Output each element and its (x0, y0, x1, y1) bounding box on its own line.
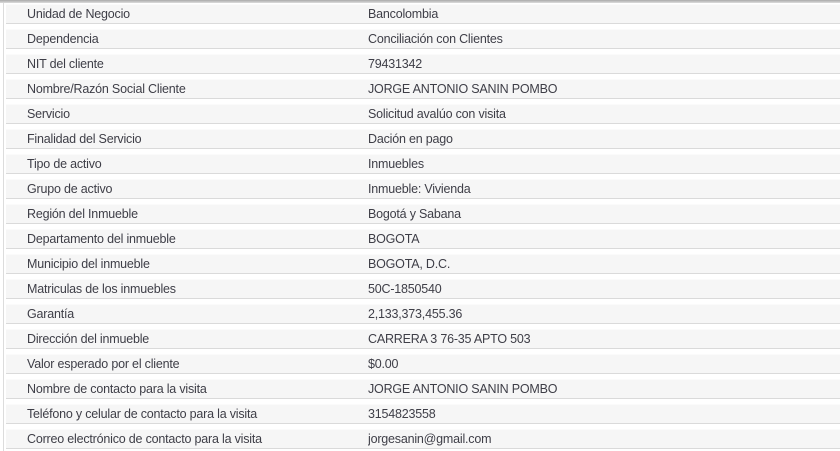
field-value: Inmuebles (368, 156, 424, 171)
field-label: Valor esperado por el cliente (27, 356, 180, 371)
field-label: Finalidad del Servicio (27, 131, 142, 146)
left-border-divider (3, 3, 4, 451)
field-label: Unidad de Negocio (27, 6, 130, 21)
field-value: Conciliación con Clientes (368, 31, 503, 46)
field-value: Solicitud avalúo con visita (368, 106, 506, 121)
top-border-divider (0, 0, 840, 3)
table-row (6, 379, 840, 399)
table-row (6, 29, 840, 49)
field-value: 50C-1850540 (368, 281, 442, 296)
table-row (6, 304, 840, 324)
field-value: Bogotá y Sabana (368, 206, 461, 221)
field-label: Municipio del inmueble (27, 256, 150, 271)
field-label: Región del Inmueble (27, 206, 138, 221)
field-label: Teléfono y celular de contacto para la visita (27, 406, 258, 421)
field-value: 79431342 (368, 56, 423, 71)
field-value: BOGOTA, D.C. (368, 256, 451, 271)
field-label: Correo electrónico de contacto para la visita (27, 431, 262, 446)
field-value: Inmueble: Vivienda (368, 181, 471, 196)
table-row (6, 54, 840, 74)
field-value: 2,133,373,455.36 (368, 306, 463, 321)
field-value: 3154823558 (368, 406, 436, 421)
field-label: Grupo de activo (27, 181, 113, 196)
request-detail-table (6, 4, 840, 451)
field-value: $0.00 (368, 356, 399, 371)
table-row (6, 404, 840, 424)
table-row (6, 279, 840, 299)
table-row (6, 429, 840, 449)
field-value: JORGE ANTONIO SANIN POMBO (368, 81, 558, 96)
table-row (6, 179, 840, 199)
field-value: jorgesanin@gmail.com (368, 431, 492, 446)
field-label: Servicio (27, 106, 70, 121)
field-label: Matriculas de los inmuebles (27, 281, 176, 296)
table-row (6, 204, 840, 224)
table-row (6, 79, 840, 99)
table-row (6, 354, 840, 374)
table-row (6, 229, 840, 249)
field-label: Departamento del inmueble (27, 231, 176, 246)
field-value: Dación en pago (368, 131, 453, 146)
table-row (6, 254, 840, 274)
field-label: Garantía (27, 306, 75, 321)
table-row (6, 104, 840, 124)
table-row (6, 129, 840, 149)
field-value: Bancolombia (368, 6, 439, 21)
field-label: Tipo de activo (27, 156, 102, 171)
field-label: Dirección del inmueble (27, 331, 150, 346)
field-value: JORGE ANTONIO SANIN POMBO (368, 381, 558, 396)
field-label: Nombre de contacto para la visita (27, 381, 207, 396)
field-value: BOGOTA (368, 231, 420, 246)
field-label: NIT del cliente (27, 56, 104, 71)
table-row (6, 329, 840, 349)
table-row (6, 4, 840, 24)
field-value: CARRERA 3 76-35 APTO 503 (368, 331, 531, 346)
field-label: Dependencia (27, 31, 99, 46)
field-label: Nombre/Razón Social Cliente (27, 81, 186, 96)
table-row (6, 154, 840, 174)
